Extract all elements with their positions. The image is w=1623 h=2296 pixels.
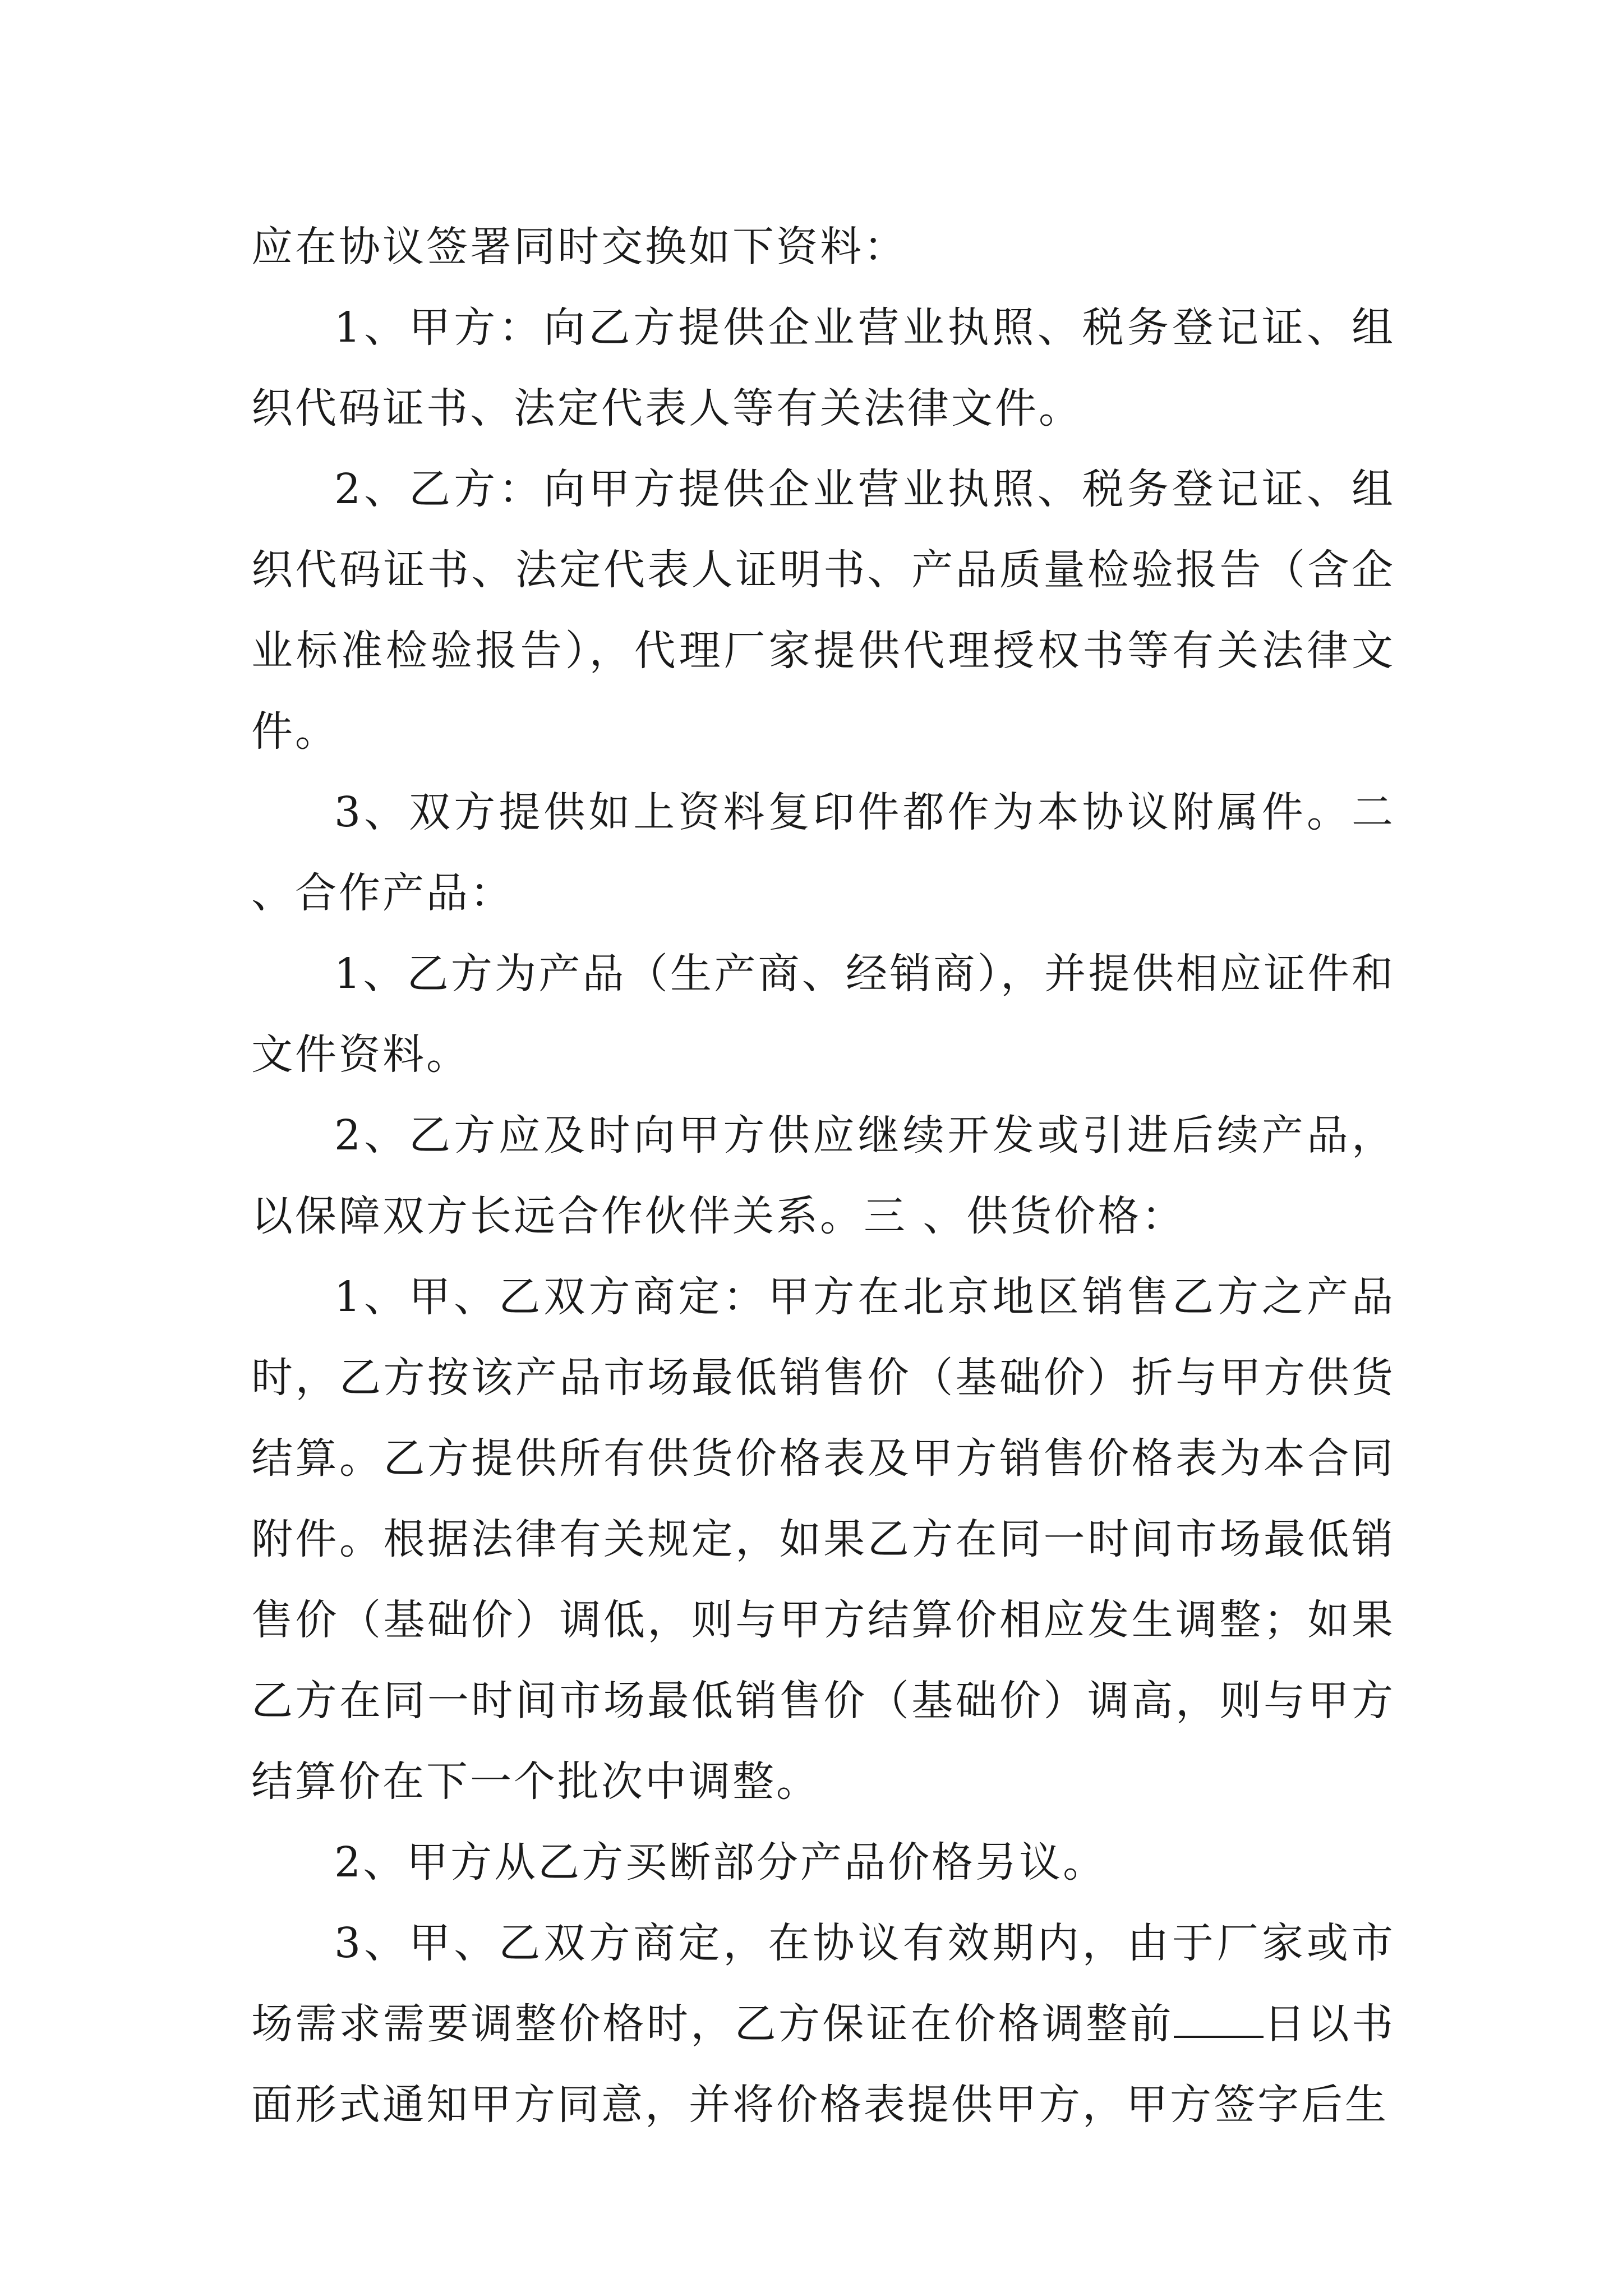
- paragraph-copies-attachment: 3、双方提供如上资料复印件都作为本协议附属件。二 、合作产品：: [251, 788, 1395, 917]
- paragraph-pricing-agreement: 1、甲、乙双方商定：甲方在北京地区销售乙方之产品时，乙方按该产品市场最低销售价（基础价）折与甲方供货结算。乙方提供所有供货价格表及甲方销售价格表为本合同附件。根据法律有关规定，如果乙方在同一时间市场最低销售价（基础价）调低，则与甲方结算价相应发生调整；如果乙方在同一时间市场最低销售价（基础价）调高，则与甲方结算价在下一个批次中调整。: [251, 1273, 1395, 1806]
- fill-in-blank-days: [1174, 2002, 1264, 2038]
- paragraph-buyout-price: 2、甲方从乙方买断部分产品价格另议。: [334, 1838, 1107, 1887]
- document-body: [251, 206, 1395, 2145]
- paragraph-party-a-documents: 1、甲方：向乙方提供企业营业执照、税务登记证、组织代码证书、法定代表人等有关法律文件。: [251, 303, 1395, 432]
- paragraph-party-b-documents: 2、乙方：向甲方提供企业营业执照、税务登记证、组织代码证书、法定代表人证明书、产品质量检验报告（含企业标准检验报告），代理厂家提供代理授权书等有关法律文件。: [251, 465, 1395, 756]
- paragraph-intro: 应在协议签署同时交换如下资料：: [251, 223, 907, 271]
- paragraph-follow-up-products: 2、乙方应及时向甲方供应继续开发或引进后续产品，以保障双方长远合作伙伴关系。三 、供货价格：: [251, 1111, 1395, 1240]
- price-adjustment-text-before: 3、甲、乙双方商定，在协议有效期内，由于厂家或市场需求需要调整价格时，乙方保证在价格调整前: [251, 1919, 1395, 2048]
- paragraph-price-adjustment: [251, 1903, 1395, 2145]
- paragraph-product-supplier: 1、乙方为产品（生产商、经销商），并提供相应证件和文件资料。: [251, 950, 1395, 1079]
- price-adjustment-text-after: 日以书面形式通知甲方同意，并将价格表提供甲方，甲方签字后生: [251, 2000, 1395, 2129]
